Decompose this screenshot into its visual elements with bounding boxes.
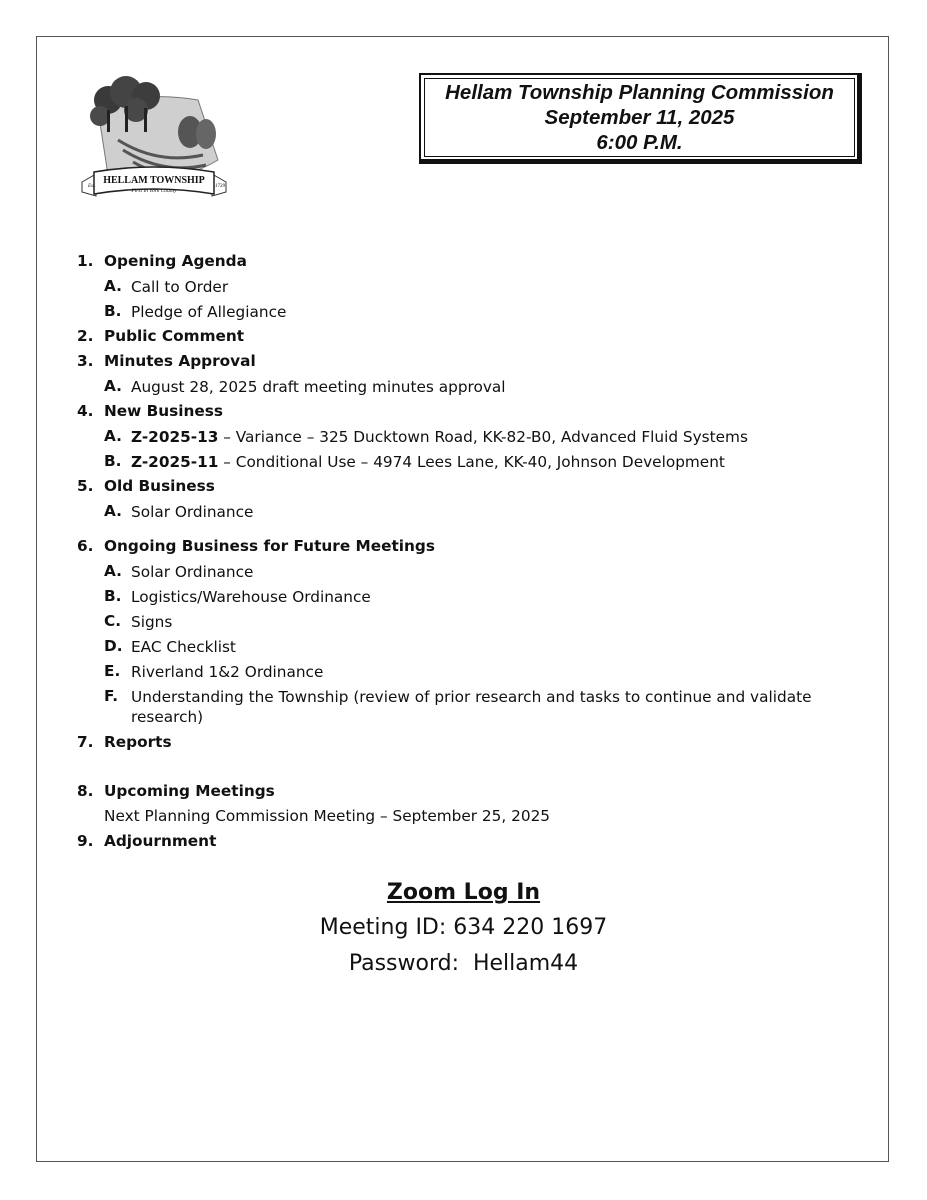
agenda-item-title: Old Business	[104, 477, 215, 495]
agenda-item-title: Upcoming Meetings	[104, 782, 275, 800]
svg-text:HELLAM TOWNSHIP: HELLAM TOWNSHIP	[103, 175, 205, 186]
zoom-login-heading: Zoom Log In	[386, 880, 541, 905]
case-number: Z-2025-13	[131, 428, 219, 446]
township-seal-icon	[78, 70, 230, 206]
meeting-header-box	[419, 73, 862, 164]
agenda-item-title: Reports	[104, 733, 172, 751]
svg-text:First In York County: First In York County	[131, 188, 177, 194]
header-time: 6:00 P.M.	[596, 131, 683, 154]
agenda-item-title: Opening Agenda	[104, 252, 247, 270]
zoom-password: Password: Hellam44	[348, 951, 579, 976]
header-date: September 11, 2025	[544, 106, 735, 129]
next-meeting-note: Next Planning Commission Meeting – September 25, 2025	[104, 807, 551, 825]
agenda-item-title: New Business	[104, 402, 224, 420]
header-title: Hellam Township Planning Commission	[445, 81, 834, 104]
svg-text:1739: 1739	[215, 184, 225, 189]
svg-text:Est.: Est.	[88, 184, 96, 189]
case-number: Z-2025-11	[131, 453, 219, 471]
agenda-item-title: Minutes Approval	[104, 352, 256, 370]
zoom-meeting-id: Meeting ID: 634 220 1697	[319, 915, 608, 940]
agenda-item-title: Ongoing Business for Future Meetings	[104, 537, 435, 555]
agenda-item-title: Adjournment	[104, 832, 217, 850]
agenda-item-title: Public Comment	[104, 327, 245, 345]
hellam-township-logo	[78, 70, 230, 206]
